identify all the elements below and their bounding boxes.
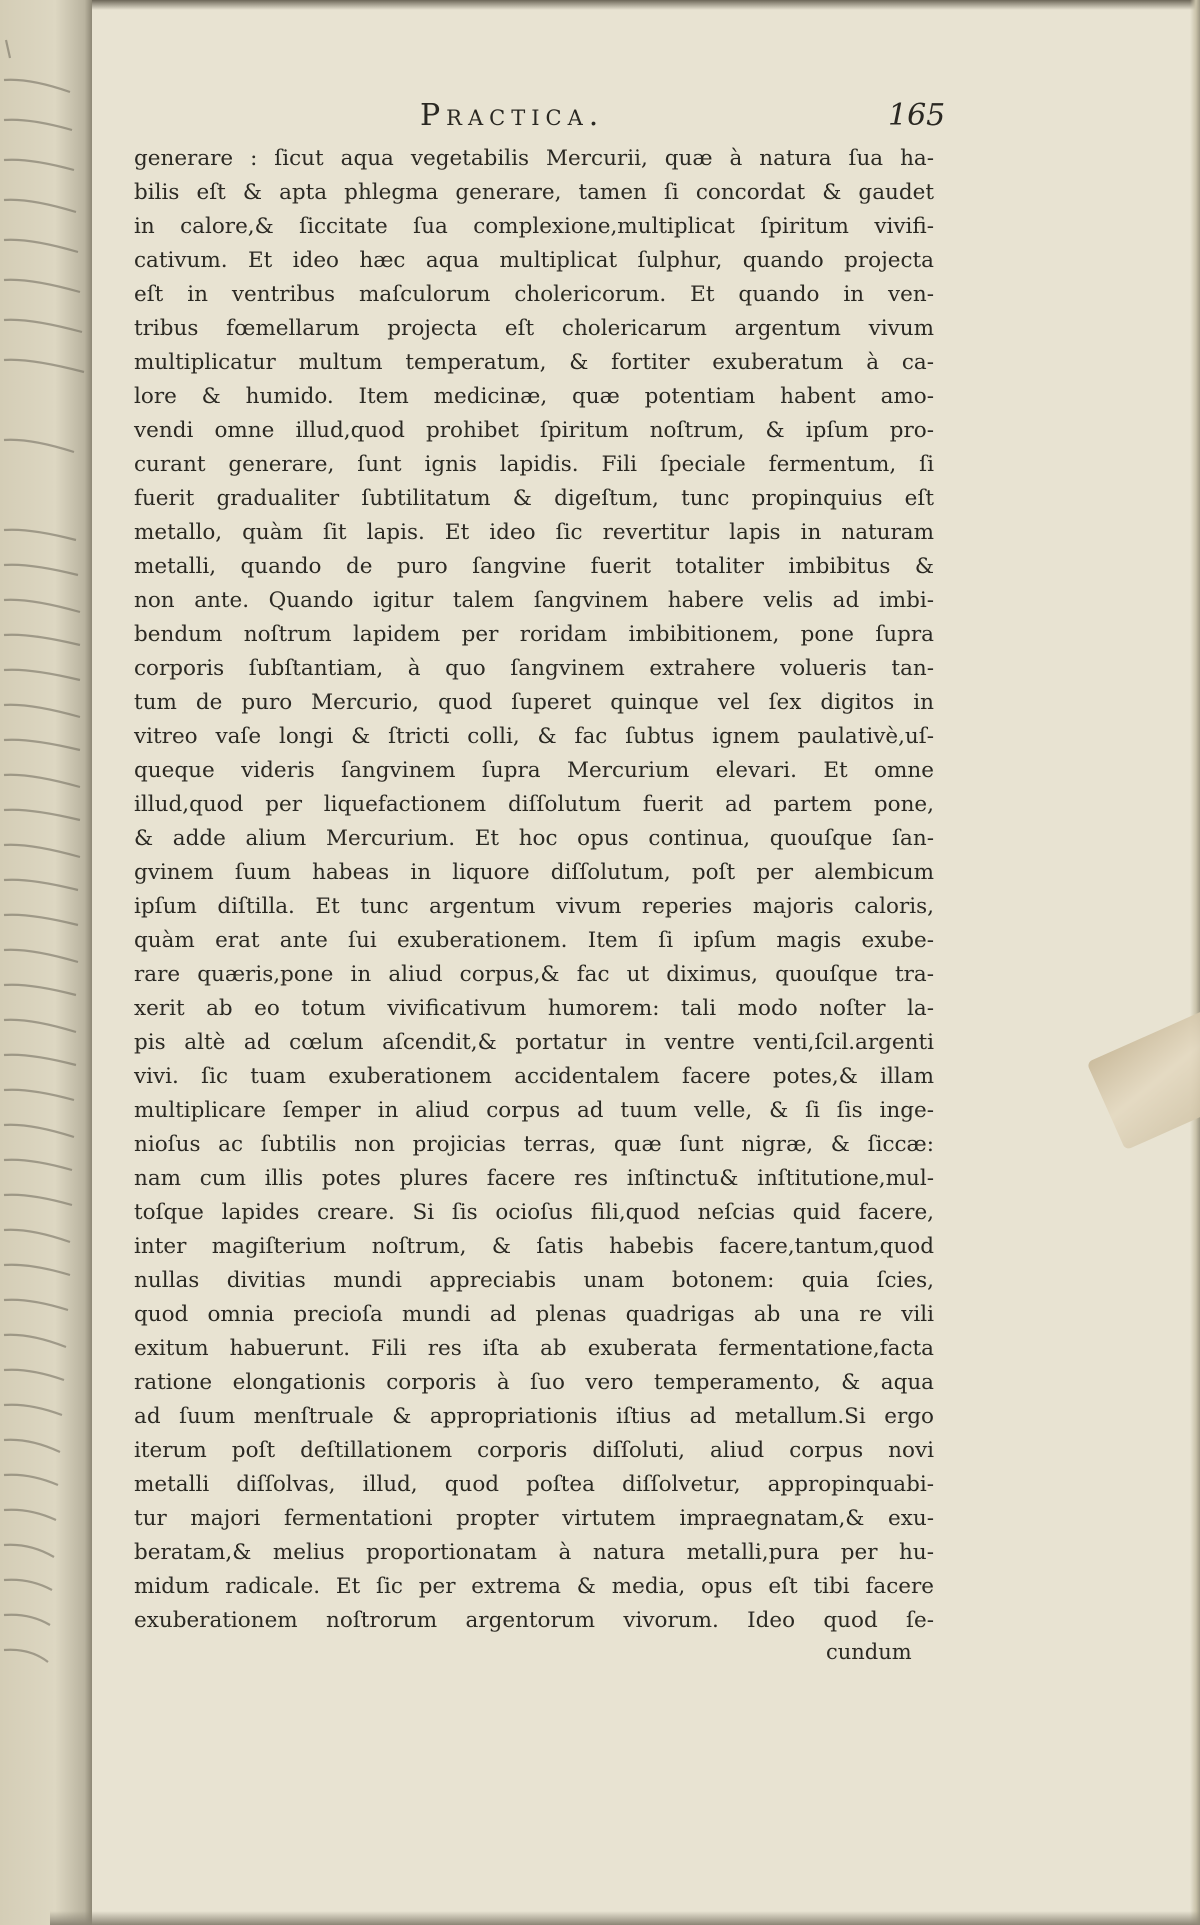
text-line: nioſus ac ſubtilis non projicias terras, quæ ſunt nigræ, & ſiccæ: (134, 1132, 934, 1157)
text-line: illud,quod per liquefactionem diſſolutum fuerit ad partem pone, (134, 792, 934, 817)
tape-strip (1087, 1006, 1200, 1151)
text-line: vivi. ſic tuam exuberationem accidentalem facere potes,& illam (134, 1064, 934, 1089)
text-line: multiplicare ſemper in aliud corpus ad tuum velle, & ſi ſis inge- (134, 1098, 934, 1123)
text-line: bilis eſt & apta phlegma generare, tamen ſi concordat & gaudet (134, 180, 934, 205)
text-line: generare : ſicut aqua vegetabilis Mercurii, quæ à natura ſua ha- (134, 146, 934, 171)
text-line: queque videris ſangvinem ſupra Mercurium elevari. Et omne (134, 758, 934, 783)
text-line: lore & humido. Item medicinæ, quæ potentiam habent amo- (134, 384, 934, 409)
text-line: exitum habuerunt. Fili res iſta ab exuberata fermentatione,facta (134, 1336, 934, 1361)
text-line: & adde alium Mercurium. Et hoc opus continua, quouſque ſan- (134, 826, 934, 851)
page-number: 165 (888, 98, 946, 133)
running-header (420, 98, 946, 142)
text-line: nam cum illis potes plures facere res inſtinctu& inſtitutione,mul- (134, 1166, 934, 1191)
bottom-shadow (50, 1911, 1200, 1925)
text-line: cativum. Et ideo hæc aqua multiplicat ſulphur, quando projecta (134, 248, 934, 273)
text-line: metalli diſſolvas, illud, quod poſtea diſſolvetur, appropinquabi- (134, 1472, 934, 1497)
text-line: vendi omne illud,quod prohibet ſpiritum noſtrum, & ipſum pro- (134, 418, 934, 443)
running-title: Practica. (420, 98, 605, 133)
text-line: pis altè ad cœlum aſcendit,& portatur in ventre venti,ſcil.argenti (134, 1030, 934, 1055)
text-line: inter magiſterium noſtrum, & ſatis habebis facere,tantum,quod (134, 1234, 934, 1259)
text-line: corporis ſubſtantiam, à quo ſangvinem extrahere volueris tan- (134, 656, 934, 681)
text-line: ratione elongationis corporis à ſuo vero temperamento, & aqua (134, 1370, 934, 1395)
text-line: fuerit gradualiter ſubtilitatum & digeſtum, tunc propinquius eſt (134, 486, 934, 511)
text-line: nullas divitias mundi appreciabis unam botonem: quia ſcies, (134, 1268, 934, 1293)
text-line: iterum poſt deſtillationem corporis diſſoluti, aliud corpus novi (134, 1438, 934, 1463)
text-line: non ante. Quando igitur talem ſangvinem habere velis ad imbi- (134, 588, 934, 613)
text-line: vitreo vaſe longi & ſtricti colli, & fac ſubtus ignem paulativè,uſ- (134, 724, 934, 749)
text-line: ipſum diſtilla. Et tunc argentum vivum reperies majoris caloris, (134, 894, 934, 919)
catchword: cundum (826, 1640, 912, 1664)
text-line: rare quæris,pone in aliud corpus,& fac ut diximus, quouſque tra- (134, 962, 934, 987)
text-line: quod omnia precioſa mundi ad plenas quadrigas ab una re vili (134, 1302, 934, 1327)
text-line: metalli, quando de puro ſangvine fuerit totaliter imbibitus & (134, 554, 934, 579)
text-line: multiplicatur multum temperatum, & fortiter exuberatum à ca- (134, 350, 934, 375)
top-shadow (0, 0, 1200, 10)
text-line: curant generare, ſunt ignis lapidis. Fili ſpeciale fermentum, ſi (134, 452, 934, 477)
text-line: quàm erat ante ſui exuberationem. Item ſi ipſum magis exube- (134, 928, 934, 953)
text-line: metallo, quàm ſit lapis. Et ideo ſic revertitur lapis in naturam (134, 520, 934, 545)
text-line: eſt in ventribus maſculorum cholericorum. Et quando in ven- (134, 282, 934, 307)
body-text (134, 142, 934, 1638)
page-right-edge (1190, 0, 1200, 1925)
text-line: tur majori fermentationi propter virtutem impraegnatam,& exu- (134, 1506, 934, 1531)
text-line: toſque lapides creare. Si ſis ocioſus fili,quod neſcias quid facere, (134, 1200, 934, 1225)
text-line: beratam,& melius proportionatam à natura metalli,pura per hu- (134, 1540, 934, 1565)
text-line: ad ſuum menſtruale & appropriationis iſtius ad metallum.Si ergo (134, 1404, 934, 1429)
text-line: exuberationem noſtrorum argentorum vivorum. Ideo quod ſe- (134, 1608, 934, 1633)
text-line: tum de puro Mercurio, quod ſuperet quinque vel ſex digitos in (134, 690, 934, 715)
facing-page-edge (0, 0, 92, 1925)
text-line: midum radicale. Et ſic per extrema & media, opus eſt tibi facere (134, 1574, 934, 1599)
text-line: tribus fœmellarum projecta eſt cholericarum argentum vivum (134, 316, 934, 341)
text-line: bendum noſtrum lapidem per roridam imbibitionem, pone ſupra (134, 622, 934, 647)
text-line: xerit ab eo totum vivificativum humorem: tali modo noſter la- (134, 996, 934, 1021)
text-line: in calore,& ſiccitate ſua complexione,multiplicat ſpiritum vivifi- (134, 214, 934, 239)
text-line: gvinem ſuum habeas in liquore diſſolutum, poſt per alembicum (134, 860, 934, 885)
bleed-through-marks (0, 0, 92, 1925)
